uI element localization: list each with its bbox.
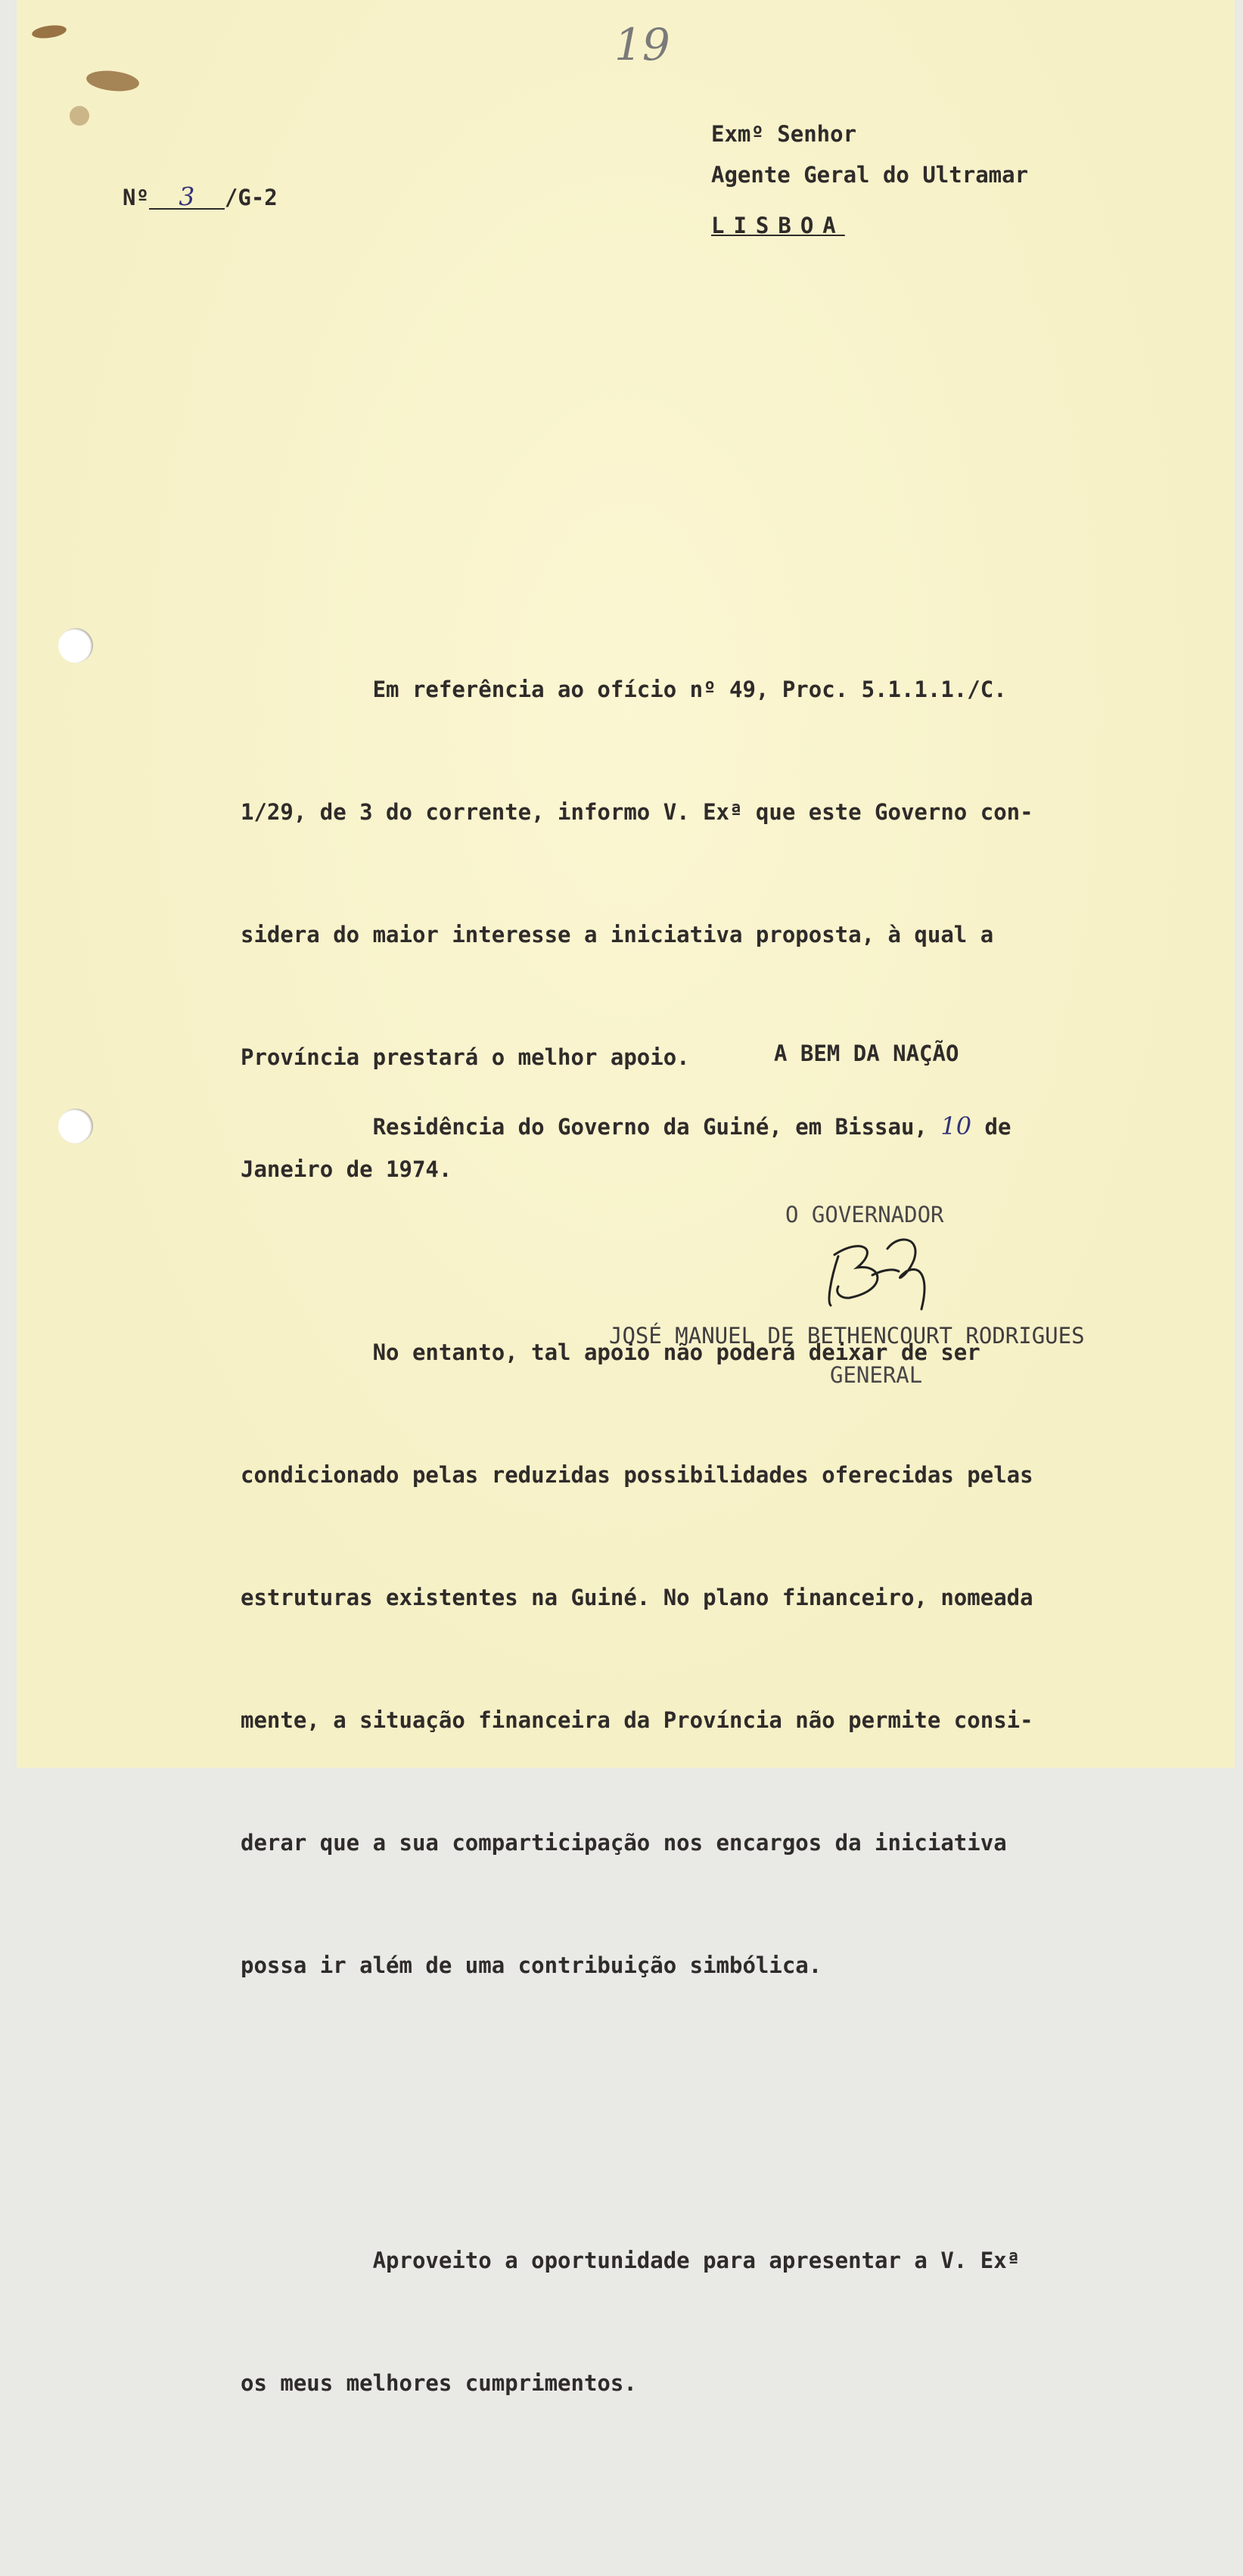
letter-page (17, 0, 1235, 2396)
stain-mark (31, 23, 67, 40)
text-line: No entanto, tal apoio não poderá deixar de ser (241, 1339, 980, 1365)
text-line: sidera do maior interesse a iniciativa proposta, à qual a (241, 922, 994, 947)
signatory-title: O GOVERNADOR (785, 1202, 944, 1227)
text-line: Em referência ao ofício nº 49, Proc. 5.1.1.1./C. (241, 677, 1007, 702)
addressee-title: Agente Geral do Ultramar (711, 162, 1029, 188)
reference-number (123, 182, 278, 211)
letter-body (241, 506, 1148, 2576)
paragraph (241, 587, 1148, 1159)
signatory-name: JOSÉ MANUEL DE BETHENCOURT RODRIGUES (609, 1323, 1085, 1349)
text-line: mente, a situação financeira da Província não permite consi- (241, 1707, 1033, 1733)
text-line: Aproveito a oportunidade para apresentar a V. Exª (241, 2248, 1021, 2273)
addressee-block (711, 114, 1028, 246)
text-line: estruturas existentes na Guiné. No plano financeiro, nomeada (241, 1585, 1033, 1610)
salutation: Exmº Senhor (711, 121, 857, 147)
addressee-city: LISBOA (711, 213, 845, 238)
text-line: 1/29, de 3 do corrente, informo V. Exª que este Governo con- (241, 799, 1033, 825)
place-date (241, 1105, 1011, 1190)
page-number: 19 (614, 19, 670, 70)
place-date-end: de (971, 1114, 1011, 1140)
text-line: derar que a sua comparticipação nos encargos da iniciativa (241, 1830, 1007, 1856)
closing-formula: A BEM DA NAÇÃO (774, 1041, 959, 1066)
text-line: possa ir além de uma contribuição simbólica. (241, 1952, 822, 1978)
place-date-start: Residência do Governo da Guiné, em Bissau, (241, 1114, 941, 1140)
text-line: condicionado pelas reduzidas possibilidades oferecidas pelas (241, 1462, 1033, 1488)
text-line: os meus melhores cumprimentos. (241, 2370, 637, 2396)
reference-value: 3 (149, 185, 225, 210)
paragraph (241, 2158, 1148, 2485)
reference-suffix: /G-2 (224, 185, 278, 210)
stain-mark (85, 68, 140, 93)
place-date-line2: Janeiro de 1974. (241, 1156, 452, 1182)
paragraph (241, 1250, 1148, 2067)
stain-mark (70, 106, 89, 126)
text-line: Província prestará o melhor apoio. (241, 1044, 690, 1070)
date-day: 10 (940, 1112, 972, 1140)
reference-prefix: Nº (123, 185, 149, 210)
punch-hole (58, 1109, 93, 1143)
signature-icon (816, 1226, 952, 1317)
punch-hole (58, 628, 93, 663)
signatory-rank: GENERAL (830, 1362, 923, 1388)
